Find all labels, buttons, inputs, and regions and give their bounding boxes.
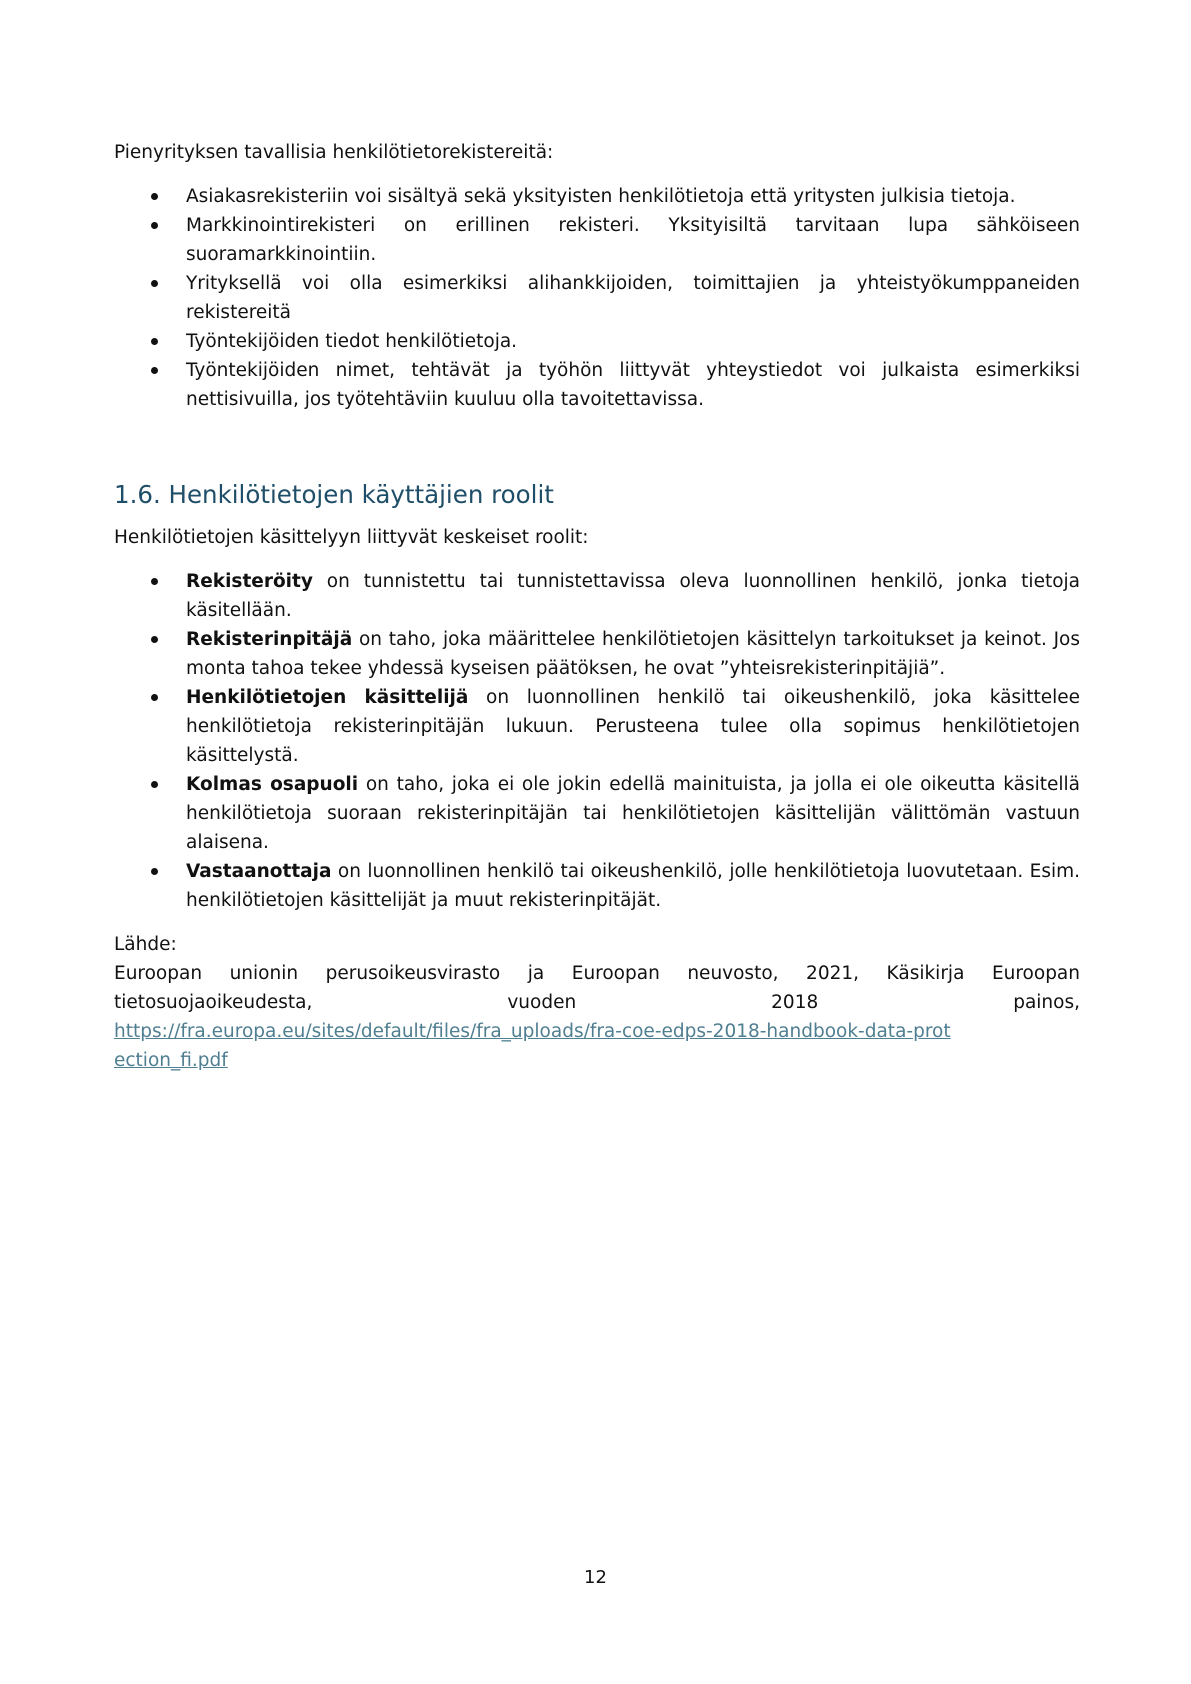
list-item: Työntekijöiden tiedot henkilötietoja. (114, 327, 1080, 356)
role-term: Rekisterinpitäjä (186, 629, 353, 650)
intro-paragraph: Pienyrityksen tavallisia henkilötietorekistereitä: (114, 142, 554, 163)
list-item: Työntekijöiden nimet, tehtävät ja työhön liittyvät yhteystiedot voi julkaista esimerkiksi nettisivuilla, jos työtehtäviin kuuluu olla tavoitettavissa. (114, 356, 1080, 414)
role-description: on taho, joka ei ole jokin edellä mainituista, ja jolla ei ole oikeutta käsitellä henkilötietoja suoraan rekisterinpitäjän tai henkilötietojen käsittelijän välittömän vastuun alaisena. (186, 774, 1080, 853)
role-description: on tunnistettu tai tunnistettavissa oleva luonnollinen henkilö, jonka tietoja käsitellään. (186, 571, 1080, 621)
source-label: Lähde: (114, 934, 177, 955)
register-list (114, 182, 1080, 414)
list-item: Markkinointirekisteri on erillinen rekisteri. Yksityisiltä tarvitaan lupa sähköiseen suoramarkkinointiin. (114, 211, 1080, 269)
source-link[interactable]: https://fra.europa.eu/sites/default/files/fra_uploads/fra-coe-edps-2018-handbook-data-protection_fi.pdf (114, 1021, 951, 1071)
role-description: on luonnollinen henkilö tai oikeushenkilö, joka käsittelee henkilötietoja rekisterinpitäjän lukuun. Perusteena tulee olla sopimus henkilötietojen käsittelystä. (186, 687, 1080, 766)
source-citation: Euroopan unionin perusoikeusvirasto ja Euroopan neuvosto, 2021, Käsikirja Euroopan tietosuojaoikeudesta, vuoden 2018 painos, (114, 963, 1080, 1013)
document-page (114, 138, 1080, 1075)
list-item: Asiakasrekisteriin voi sisältyä sekä yksityisten henkilötietoja että yritysten julkisia tietoja. (114, 182, 1080, 211)
role-term: Henkilötietojen käsittelijä (186, 687, 469, 708)
list-item (114, 625, 1080, 683)
list-item (114, 770, 1080, 857)
roles-intro-paragraph: Henkilötietojen käsittelyyn liittyvät keskeiset roolit: (114, 527, 589, 548)
role-term: Rekisteröity (186, 571, 313, 592)
role-term: Kolmas osapuoli (186, 774, 359, 795)
role-description: on luonnollinen henkilö tai oikeushenkilö, jolle henkilötietoja luovutetaan. Esim. henkilötietojen käsittelijät ja muut rekisterinpitäjät. (186, 861, 1080, 911)
list-item: Yrityksellä voi olla esimerkiksi alihankkijoiden, toimittajien ja yhteistyökumppaneiden rekistereitä (114, 269, 1080, 327)
role-description: on taho, joka määrittelee henkilötietojen käsittelyn tarkoitukset ja keinot. Jos monta tahoa tekee yhdessä kyseisen päätöksen, he ovat ”yhteisrekisterinpitäjiä”. (186, 629, 1080, 679)
role-term: Vastaanottaja (186, 861, 332, 882)
section-heading: 1.6. Henkilötietojen käyttäjien roolit (114, 480, 554, 509)
list-item (114, 567, 1080, 625)
roles-list (114, 567, 1080, 915)
page-number: 12 (584, 1567, 607, 1588)
list-item (114, 683, 1080, 770)
list-item (114, 857, 1080, 915)
